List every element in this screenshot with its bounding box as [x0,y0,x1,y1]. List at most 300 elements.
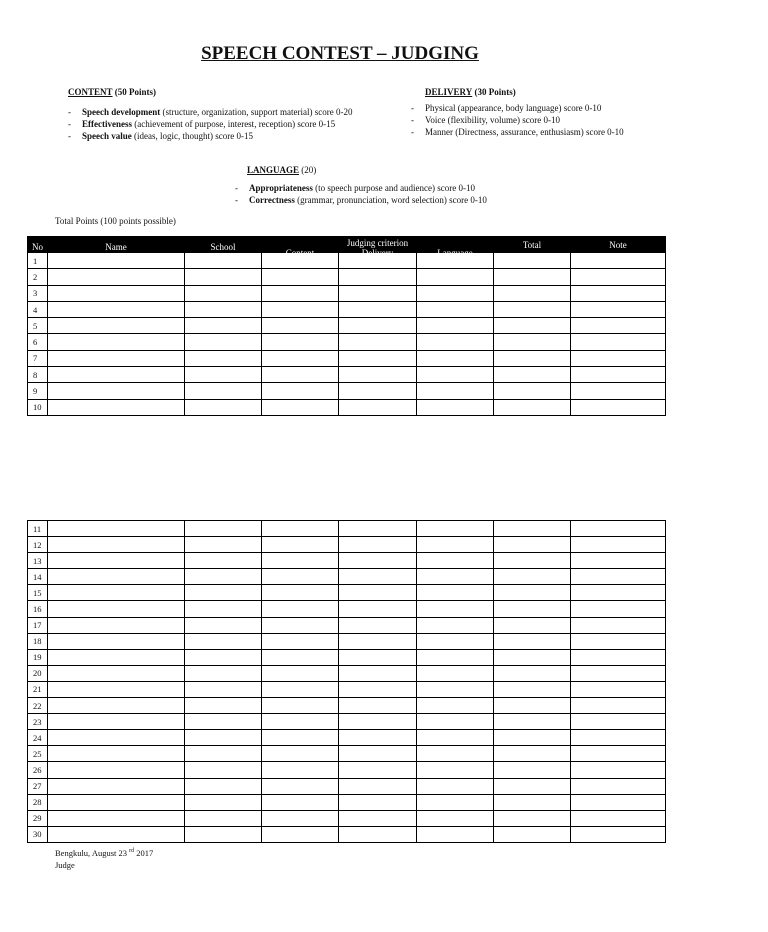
cell-name[interactable] [48,569,185,585]
table-row [28,810,666,826]
cell-total[interactable] [494,762,571,778]
cell-name[interactable] [48,698,185,714]
row-number: 19 [28,649,48,665]
cell-content[interactable] [262,285,339,301]
cell-total[interactable] [494,746,571,762]
cell-language[interactable] [417,665,494,681]
cell-total[interactable] [494,301,571,317]
cell-name[interactable] [48,285,185,301]
cell-name[interactable] [48,537,185,553]
table-row [28,633,666,649]
language-criteria-list [235,182,487,206]
cell-language[interactable] [417,350,494,366]
delivery-criteria-list [411,102,624,138]
cell-name[interactable] [48,253,185,269]
cell-total[interactable] [494,285,571,301]
header-total: Total [494,237,571,253]
cell-school[interactable] [185,794,262,810]
cell-note[interactable] [571,569,666,585]
row-number: 22 [28,698,48,714]
table-row [28,826,666,842]
cell-language[interactable] [417,601,494,617]
cell-total[interactable] [494,537,571,553]
cell-language[interactable] [417,649,494,665]
cell-school[interactable] [185,617,262,633]
row-number: 7 [28,350,48,366]
cell-note[interactable] [571,714,666,730]
cell-school[interactable] [185,383,262,399]
cell-school[interactable] [185,301,262,317]
cell-content[interactable] [262,762,339,778]
delivery-heading [411,87,624,97]
row-number: 8 [28,367,48,383]
cell-note[interactable] [571,794,666,810]
cell-content[interactable] [262,350,339,366]
row-number: 5 [28,318,48,334]
cell-delivery[interactable] [339,601,417,617]
language-heading-label: LANGUAGE [247,165,300,175]
cell-name[interactable] [48,521,185,537]
cell-content[interactable] [262,617,339,633]
cell-content[interactable] [262,334,339,350]
cell-total[interactable] [494,253,571,269]
cell-note[interactable] [571,665,666,681]
cell-language[interactable] [417,269,494,285]
cell-name[interactable] [48,810,185,826]
header-judging-criterion: Judging criterion [346,238,409,248]
row-number: 14 [28,569,48,585]
cell-total[interactable] [494,778,571,794]
cell-language[interactable] [417,762,494,778]
cell-school[interactable] [185,746,262,762]
table-row [28,269,666,285]
table-row [28,665,666,681]
cell-note[interactable] [571,285,666,301]
delivery-points: (30 Points) [474,87,516,97]
row-number: 25 [28,746,48,762]
cell-school[interactable] [185,762,262,778]
cell-note[interactable] [571,730,666,746]
row-number: 1 [28,253,48,269]
cell-total[interactable] [494,269,571,285]
cell-delivery[interactable] [339,746,417,762]
table-row [28,367,666,383]
cell-total[interactable] [494,681,571,697]
cell-total[interactable] [494,649,571,665]
cell-delivery[interactable] [339,681,417,697]
cell-total[interactable] [494,665,571,681]
cell-name[interactable] [48,383,185,399]
cell-content[interactable] [262,746,339,762]
content-item [68,118,353,130]
cell-name[interactable] [48,601,185,617]
table-row [28,730,666,746]
cell-delivery[interactable] [339,730,417,746]
cell-total[interactable] [494,826,571,842]
cell-delivery[interactable] [339,269,417,285]
cell-name[interactable] [48,649,185,665]
cell-school[interactable] [185,633,262,649]
header-language: Language [417,237,494,253]
header-delivery: Judging criterion Delivery [339,237,417,253]
cell-language[interactable] [417,318,494,334]
cell-total[interactable] [494,633,571,649]
delivery-item: - Voice (flexibility, volume) score 0-10 [411,114,624,126]
delivery-section [411,87,624,138]
content-item-detail: (structure, organization, support material) score 0-20 [160,107,353,117]
cell-school[interactable] [185,318,262,334]
cell-delivery[interactable] [339,633,417,649]
signature-block [55,845,153,871]
row-number: 4 [28,301,48,317]
cell-delivery[interactable] [339,318,417,334]
cell-note[interactable] [571,762,666,778]
header-note: Note [571,237,666,253]
cell-total[interactable] [494,553,571,569]
content-item-detail: (achievement of purpose, interest, reception) score 0-15 [131,119,336,129]
cell-total[interactable] [494,569,571,585]
row-number: 3 [28,285,48,301]
table-row [28,334,666,350]
table-row [28,762,666,778]
cell-language[interactable] [417,633,494,649]
cell-school[interactable] [185,334,262,350]
cell-total[interactable] [494,698,571,714]
cell-note[interactable] [571,698,666,714]
content-item-label: Effectiveness [82,119,132,129]
cell-delivery[interactable] [339,569,417,585]
cell-school[interactable] [185,269,262,285]
cell-total[interactable] [494,810,571,826]
cell-delivery[interactable] [339,399,417,415]
cell-total[interactable] [494,318,571,334]
cell-total[interactable] [494,383,571,399]
cell-name[interactable] [48,367,185,383]
cell-language[interactable] [417,746,494,762]
cell-total[interactable] [494,617,571,633]
cell-school[interactable] [185,569,262,585]
cell-content[interactable] [262,810,339,826]
cell-language[interactable] [417,730,494,746]
cell-note[interactable] [571,649,666,665]
row-number: 6 [28,334,48,350]
cell-name[interactable] [48,826,185,842]
cell-name[interactable] [48,269,185,285]
row-number: 16 [28,601,48,617]
cell-note[interactable] [571,350,666,366]
cell-delivery[interactable] [339,383,417,399]
cell-school[interactable] [185,537,262,553]
cell-school[interactable] [185,649,262,665]
cell-note[interactable] [571,399,666,415]
content-item-detail: (ideas, logic, thought) score 0-15 [131,131,253,141]
cell-name[interactable] [48,399,185,415]
cell-note[interactable] [571,318,666,334]
cell-school[interactable] [185,553,262,569]
cell-total[interactable] [494,714,571,730]
cell-delivery[interactable] [339,649,417,665]
cell-note[interactable] [571,253,666,269]
cell-note[interactable] [571,681,666,697]
cell-total[interactable] [494,521,571,537]
cell-name[interactable] [48,334,185,350]
cell-name[interactable] [48,665,185,681]
cell-language[interactable] [417,383,494,399]
total-points-note: Total Points (100 points possible) [55,216,176,226]
cell-language[interactable] [417,585,494,601]
cell-name[interactable] [48,553,185,569]
row-number: 11 [28,521,48,537]
cell-note[interactable] [571,585,666,601]
cell-name[interactable] [48,746,185,762]
cell-note[interactable] [571,617,666,633]
cell-content[interactable] [262,585,339,601]
cell-content[interactable] [262,521,339,537]
cell-delivery[interactable] [339,714,417,730]
cell-total[interactable] [494,794,571,810]
cell-content[interactable] [262,714,339,730]
content-item-label: Speech value [82,131,132,141]
table-row [28,794,666,810]
cell-total[interactable] [494,367,571,383]
cell-content[interactable] [262,698,339,714]
cell-school[interactable] [185,367,262,383]
language-item-label: Appropriateness [249,183,313,193]
cell-language[interactable] [417,778,494,794]
cell-delivery[interactable] [339,537,417,553]
cell-language[interactable] [417,301,494,317]
cell-content[interactable] [262,269,339,285]
cell-school[interactable] [185,285,262,301]
cell-name[interactable] [48,633,185,649]
cell-note[interactable] [571,633,666,649]
cell-note[interactable] [571,537,666,553]
table-row [28,746,666,762]
cell-school[interactable] [185,253,262,269]
table-row [28,714,666,730]
cell-language[interactable] [417,285,494,301]
delivery-item: - Manner (Directness, assurance, enthusiasm) score 0-10 [411,126,624,138]
cell-language[interactable] [417,553,494,569]
cell-content[interactable] [262,681,339,697]
cell-note[interactable] [571,521,666,537]
cell-content[interactable] [262,730,339,746]
row-number: 23 [28,714,48,730]
row-number: 18 [28,633,48,649]
table-row [28,553,666,569]
cell-delivery[interactable] [339,810,417,826]
cell-total[interactable] [494,399,571,415]
cell-total[interactable] [494,350,571,366]
table-row [28,778,666,794]
cell-content[interactable] [262,537,339,553]
cell-content[interactable] [262,665,339,681]
content-criteria-list [68,106,353,142]
content-section [68,87,353,142]
cell-delivery[interactable] [339,826,417,842]
cell-note[interactable] [571,367,666,383]
row-number: 28 [28,794,48,810]
row-number: 27 [28,778,48,794]
cell-language[interactable] [417,367,494,383]
table-row [28,698,666,714]
cell-school[interactable] [185,665,262,681]
row-number: 10 [28,399,48,415]
language-section [235,165,487,206]
cell-delivery[interactable] [339,521,417,537]
cell-school[interactable] [185,521,262,537]
cell-language[interactable] [417,521,494,537]
cell-content[interactable] [262,794,339,810]
row-number: 17 [28,617,48,633]
row-number: 21 [28,681,48,697]
content-item-label: Speech development [82,107,161,117]
table-row [28,383,666,399]
cell-language[interactable] [417,334,494,350]
cell-school[interactable] [185,826,262,842]
cell-school[interactable] [185,714,262,730]
language-item-label: Correctness [249,195,295,205]
cell-language[interactable] [417,399,494,415]
table-row [28,537,666,553]
cell-school[interactable] [185,585,262,601]
table-row [28,350,666,366]
cell-school[interactable] [185,399,262,415]
cell-school[interactable] [185,810,262,826]
cell-school[interactable] [185,778,262,794]
cell-delivery[interactable] [339,665,417,681]
delivery-heading-label: DELIVERY [425,87,473,97]
cell-delivery[interactable] [339,617,417,633]
cell-name[interactable] [48,585,185,601]
row-number: 9 [28,383,48,399]
cell-total[interactable] [494,601,571,617]
language-points: (20) [301,165,317,175]
cell-language[interactable] [417,714,494,730]
cell-name[interactable] [48,301,185,317]
cell-delivery[interactable] [339,334,417,350]
cell-content[interactable] [262,367,339,383]
row-number: 13 [28,553,48,569]
cell-delivery[interactable] [339,698,417,714]
cell-total[interactable] [494,334,571,350]
content-item [68,130,353,142]
cell-name[interactable] [48,762,185,778]
content-item [68,106,353,118]
table-row [28,569,666,585]
cell-delivery[interactable] [339,778,417,794]
cell-content[interactable] [262,383,339,399]
row-number: 30 [28,826,48,842]
cell-school[interactable] [185,601,262,617]
language-item [235,182,487,194]
cell-content[interactable] [262,569,339,585]
cell-content[interactable] [262,633,339,649]
header-no: No [28,237,48,253]
cell-delivery[interactable] [339,301,417,317]
cell-content[interactable] [262,826,339,842]
cell-delivery[interactable] [339,553,417,569]
cell-name[interactable] [48,714,185,730]
cell-note[interactable] [571,301,666,317]
cell-delivery[interactable] [339,367,417,383]
page-title: SPEECH CONTEST – JUDGING [201,43,479,64]
cell-note[interactable] [571,383,666,399]
table-row [28,681,666,697]
table-row [28,318,666,334]
cell-note[interactable] [571,746,666,762]
cell-note[interactable] [571,334,666,350]
cell-language[interactable] [417,698,494,714]
cell-language[interactable] [417,681,494,697]
cell-name[interactable] [48,681,185,697]
cell-delivery[interactable] [339,762,417,778]
cell-delivery[interactable] [339,585,417,601]
cell-name[interactable] [48,617,185,633]
cell-content[interactable] [262,778,339,794]
cell-language[interactable] [417,826,494,842]
cell-delivery[interactable] [339,794,417,810]
row-number: 20 [28,665,48,681]
cell-school[interactable] [185,698,262,714]
row-number: 2 [28,269,48,285]
cell-content[interactable] [262,301,339,317]
cell-content[interactable] [262,601,339,617]
table-row [28,301,666,317]
cell-delivery[interactable] [339,350,417,366]
cell-language[interactable] [417,569,494,585]
cell-note[interactable] [571,826,666,842]
cell-name[interactable] [48,318,185,334]
cell-content[interactable] [262,553,339,569]
cell-total[interactable] [494,730,571,746]
table-row [28,601,666,617]
row-number: 15 [28,585,48,601]
cell-language[interactable] [417,537,494,553]
language-item-detail: (to speech purpose and audience) score 0-10 [312,183,476,193]
cell-school[interactable] [185,730,262,746]
content-heading-label: CONTENT [68,87,113,97]
cell-note[interactable] [571,553,666,569]
cell-content[interactable] [262,649,339,665]
language-heading [235,165,487,175]
cell-school[interactable] [185,350,262,366]
cell-note[interactable] [571,601,666,617]
cell-note[interactable] [571,269,666,285]
cell-note[interactable] [571,810,666,826]
table-row [28,585,666,601]
cell-content[interactable] [262,318,339,334]
cell-name[interactable] [48,730,185,746]
table-row [28,617,666,633]
cell-name[interactable] [48,794,185,810]
cell-note[interactable] [571,778,666,794]
cell-name[interactable] [48,778,185,794]
cell-school[interactable] [185,681,262,697]
cell-name[interactable] [48,350,185,366]
cell-language[interactable] [417,617,494,633]
judging-table-part1 [27,236,666,416]
content-heading [68,87,353,97]
cell-language[interactable] [417,810,494,826]
cell-delivery[interactable] [339,285,417,301]
cell-total[interactable] [494,585,571,601]
row-number: 24 [28,730,48,746]
cell-language[interactable] [417,794,494,810]
cell-content[interactable] [262,399,339,415]
row-number: 12 [28,537,48,553]
header-name: Name [48,237,185,253]
